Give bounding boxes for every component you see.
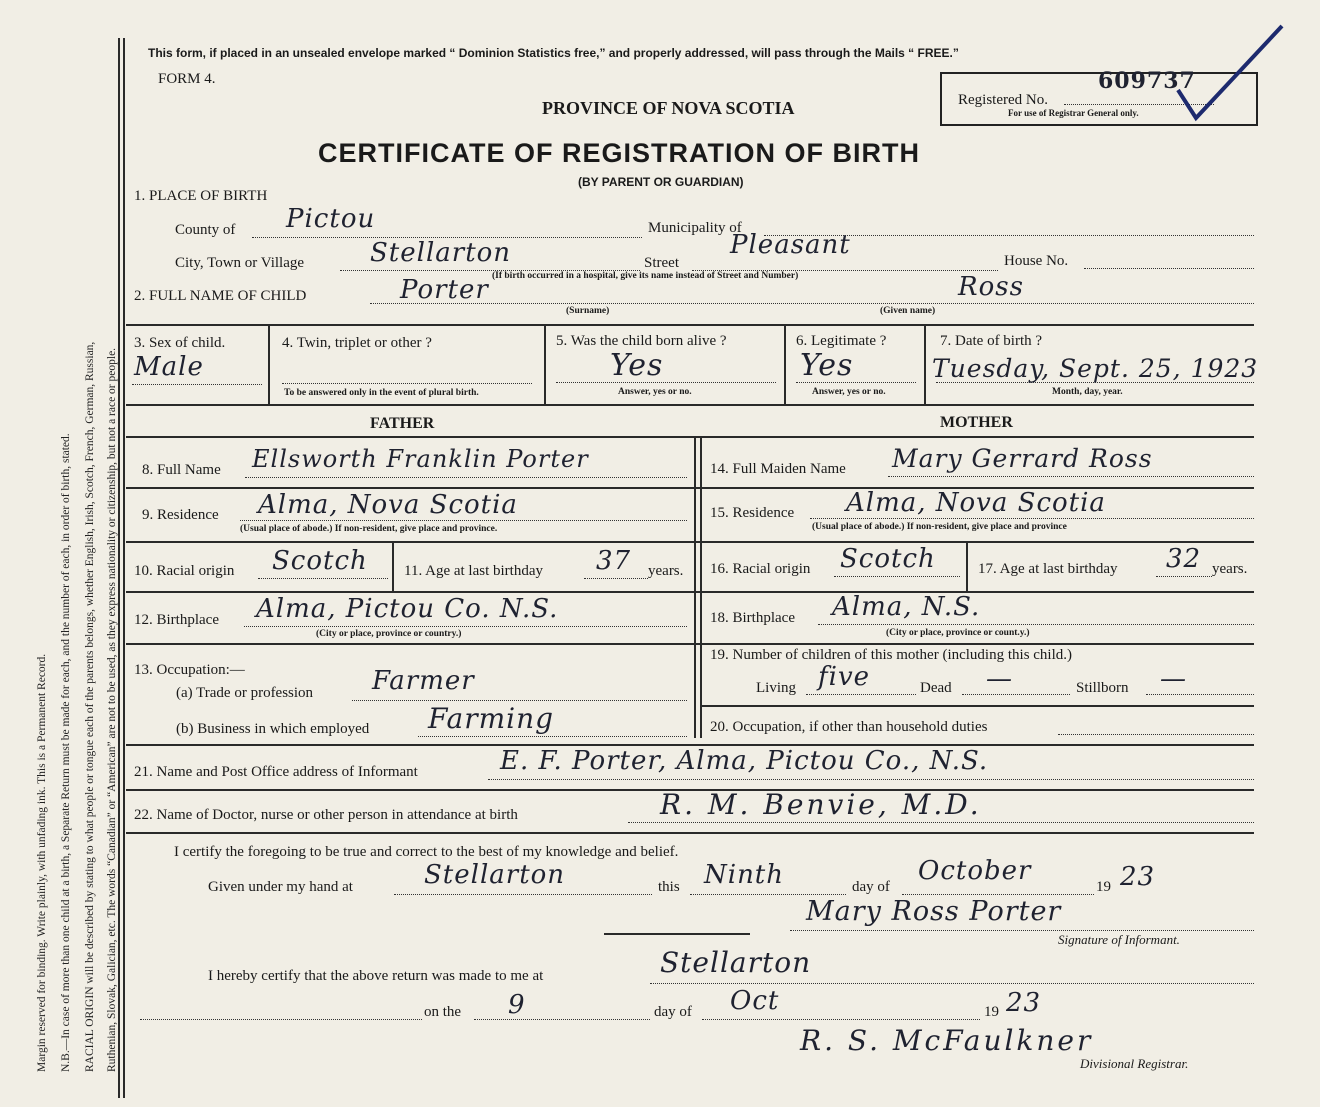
doctor-label: 22. Name of Doctor, nurse or other person in attendance at birth (134, 807, 518, 823)
left-border-line (118, 38, 120, 1098)
street-label: Street (644, 255, 679, 271)
registrar-day-of-label: day of (654, 1004, 692, 1020)
living-label: Living (756, 680, 796, 696)
registrar-place: Stellarton (660, 946, 812, 979)
twin-note: To be answered only in the event of plural birth. (284, 388, 479, 398)
registrar-caption: Divisional Registrar. (1080, 1056, 1189, 1071)
father-age-value: 37 (596, 546, 632, 576)
father-occupation-label: 13. Occupation:— (134, 662, 245, 678)
dob-value: Tuesday, Sept. 25, 1923 (932, 354, 1259, 383)
registrar-day: 9 (508, 990, 526, 1020)
day-of-label: day of (852, 879, 890, 895)
mother-name-value: Mary Gerrard Ross (892, 444, 1153, 473)
business-value: Farming (428, 702, 555, 735)
mother-occupation-label: 20. Occupation, if other than household duties (710, 719, 988, 735)
house-number-label: House No. (1004, 253, 1069, 269)
child-given-name: Ross (958, 272, 1024, 302)
surname-caption: (Surname) (566, 306, 610, 316)
hospital-note: (If birth occurred in a hospital, give its name instead of Street and Number) (492, 271, 799, 281)
dob-label: 7. Date of birth ? (940, 333, 1043, 349)
mother-birthplace-caption: (City or place, province or count.y.) (886, 628, 1030, 638)
mother-birthplace-value: Alma, N.S. (832, 592, 981, 622)
born-alive-note: Answer, yes or no. (618, 387, 692, 397)
registered-label: Registered No. (958, 92, 1048, 108)
mother-age-value: 32 (1166, 544, 1202, 574)
informant-value: E. F. Porter, Alma, Pictou Co., N.S. (500, 746, 989, 776)
informant-signature: Mary Ross Porter (806, 896, 1062, 927)
twin-label: 4. Twin, triplet or other ? (282, 335, 432, 351)
father-heading: FATHER (370, 415, 435, 432)
father-birthplace-label: 12. Birthplace (134, 612, 219, 628)
children-label: 19. Number of children of this mother (including this child.) (710, 647, 1073, 663)
registrar-year: 23 (1006, 988, 1042, 1018)
informant-signature-caption: Signature of Informant. (1058, 932, 1180, 947)
this-label: this (658, 879, 680, 895)
registered-number: 609737 (1098, 68, 1196, 94)
legitimate-label: 6. Legitimate ? (796, 333, 887, 349)
father-name-label: 8. Full Name (142, 462, 221, 478)
county-label: County of (175, 222, 236, 238)
father-residence-caption: (Usual place of abode.) If non-resident, give place and province. (240, 524, 498, 534)
certify-statement: I certify the foregoing to be true and correct to the best of my knowledge and belief. (174, 844, 679, 860)
business-label: (b) Business in which employed (176, 721, 370, 737)
father-birthplace-caption: (City or place, province or country.) (316, 629, 462, 639)
postal-note: This form, if placed in an unsealed envelope marked “ Dominion Statistics free,” and properly addressed, will pass through the Mails “ FREE.” (148, 46, 959, 60)
stillborn-label: Stillborn (1076, 680, 1129, 696)
mother-name-label: 14. Full Maiden Name (710, 461, 846, 477)
margin-note-binding: Margin reserved for binding. Write plainly, with unfading ink. This is a Permanent Record. (36, 653, 48, 1072)
certify-month: October (918, 856, 1032, 886)
father-years-label: years. (648, 563, 684, 579)
legitimate-note: Answer, yes or no. (812, 387, 886, 397)
dead-label: Dead (920, 680, 952, 696)
child-name-label: 2. FULL NAME OF CHILD (134, 288, 307, 304)
mother-birthplace-label: 18. Birthplace (710, 610, 795, 626)
page-subtitle: (BY PARENT OR GUARDIAN) (578, 175, 744, 189)
registrar-year-prefix: 19 (984, 1004, 999, 1020)
mother-residence-value: Alma, Nova Scotia (846, 488, 1106, 518)
registrar-signature: R. S. McFaulkner (800, 1024, 1094, 1057)
city-value: Stellarton (370, 238, 512, 268)
margin-note-racial-origin: RACIAL ORIGIN will be described by stating to what people or tongue each of the parents belongs, whether English, Irish, Scotch, French, German, Russian, (84, 341, 96, 1072)
page-title: CERTIFICATE OF REGISTRATION OF BIRTH (318, 138, 920, 168)
left-border-line-inner (123, 38, 125, 1098)
father-birthplace-value: Alma, Pictou Co. N.S. (256, 594, 559, 624)
father-residence-value: Alma, Nova Scotia (258, 490, 518, 520)
municipality-label: Municipality of (648, 220, 742, 236)
dob-caption: Month, day, year. (1052, 387, 1123, 397)
margin-note-multiple-births: N.B.—In case of more than one child at a birth, a Separate Return must be made for each, and the number of each, in order of birth, stated. (60, 433, 72, 1072)
father-race-label: 10. Racial origin (134, 563, 235, 579)
trade-value: Farmer (372, 666, 475, 696)
county-value: Pictou (286, 204, 376, 234)
father-age-label: 11. Age at last birthday (404, 563, 543, 579)
father-name-value: Ellsworth Franklin Porter (252, 445, 589, 473)
mother-age-label: 17. Age at last birthday (978, 561, 1118, 577)
certify-year: 23 (1120, 862, 1156, 892)
registrar-use-note: For use of Registrar General only. (1008, 108, 1139, 118)
province-heading: PROVINCE OF NOVA SCOTIA (542, 98, 795, 118)
doctor-value: R. M. Benvie, M.D. (660, 788, 982, 821)
form-number: FORM 4. (158, 71, 216, 87)
sex-label: 3. Sex of child. (134, 335, 226, 351)
born-alive-label: 5. Was the child born alive ? (556, 333, 727, 349)
street-value: Pleasant (730, 230, 851, 260)
born-alive-value: Yes (610, 348, 664, 383)
informant-signature-line (604, 933, 750, 935)
mother-race-label: 16. Racial origin (710, 561, 811, 577)
legitimate-value: Yes (800, 348, 854, 383)
certify-year-prefix: 19 (1096, 879, 1111, 895)
registrar-month: Oct (730, 986, 780, 1016)
sex-value: Male (134, 352, 204, 382)
living-value: five (818, 662, 871, 692)
place-of-birth-label: 1. PLACE OF BIRTH (134, 188, 268, 204)
mother-heading: MOTHER (940, 414, 1013, 431)
given-caption: (Given name) (880, 306, 936, 316)
mother-race-value: Scotch (840, 544, 936, 574)
informant-label: 21. Name and Post Office address of Informant (134, 764, 418, 780)
checkmark-icon (1170, 20, 1290, 140)
certify-day: Ninth (704, 860, 785, 890)
city-label: City, Town or Village (175, 255, 305, 271)
registrar-statement: I hereby certify that the above return was made to me at (208, 968, 544, 984)
stillborn-value: — (1160, 664, 1187, 694)
dead-value: — (986, 664, 1013, 694)
mother-residence-caption: (Usual place of abode.) If non-resident, give place and province (812, 522, 1067, 532)
given-under-label: Given under my hand at (208, 879, 353, 895)
child-surname: Porter (400, 275, 489, 305)
father-residence-label: 9. Residence (142, 507, 219, 523)
certify-place: Stellarton (424, 860, 566, 890)
on-the-label: on the (424, 1004, 462, 1020)
mother-residence-label: 15. Residence (710, 505, 795, 521)
mother-years-label: years. (1212, 561, 1248, 577)
father-race-value: Scotch (272, 546, 368, 576)
margin-note-nationality: Ruthenian, Slovak, Galician, etc. The words “Canadian” or “American” are not to be used, as they express nationality or citizenship, but not a race or people. (106, 347, 118, 1072)
trade-label: (a) Trade or profession (176, 685, 314, 701)
